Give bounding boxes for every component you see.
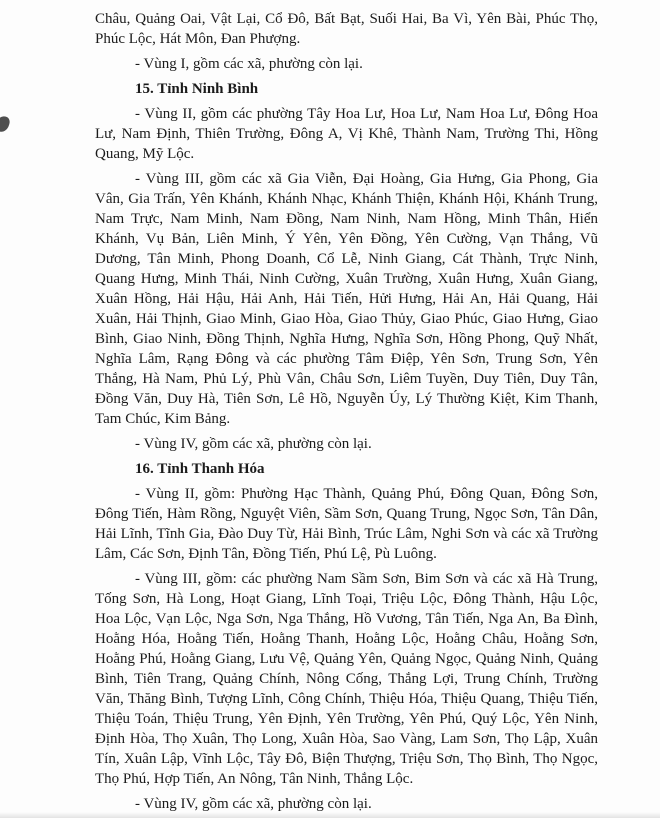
paragraph-ninh-binh-vung-3: - Vùng III, gồm các xã Gia Viễn, Đại Hoàng, Gia Hưng, Gia Phong, Gia Vân, Gia Trấn, Yên Khánh, Khánh Nhạc, Khánh Thiện, Khánh Hội, Khánh Trung, Nam Trực, Nam Minh, Nam Đồng, Nam Ninh, Nam Hồng, Minh Thân, Hiển Khánh, Vụ Bản, Liên Minh, Ý Yên, Yên Đồng, Yên Cường, Vạn Thắng, Vũ Dương, Tân Minh, Phong Doanh, Cổ Lễ, Ninh Giang, Cát Thành, Trực Ninh, Quang Hưng, Minh Thái, Ninh Cường, Xuân Trường, Xuân Hưng, Xuân Giang, Xuân Hồng, Hải Hậu, Hải Anh, Hải Tiến, Hửi Hưng, Hải An, Hải Quang, Hải Xuân, Hải Thịnh, Giao Minh, Giao Hòa, Giao Thủy, Giao Phúc, Giao Hưng, Giao Bình, Giao Ninh, Đồng Thịnh, Nghĩa Hưng, Nghĩa Sơn, Hồng Phong, Quỹ Nhất, Nghĩa Lâm, Rạng Đông và các phường Tâm Điệp, Yên Sơn, Trung Sơn, Yên Thắng, Hà Nam, Phủ Lý, Phù Vân, Châu Sơn, Liêm Tuyền, Duy Tiên, Duy Tân, Đồng Văn, Duy Hà, Tiên Sơn, Lê Hồ, Nguyễn Úy, Lý Thường Kiệt, Kim Thanh, Tam Chúc, Kim Bảng. [95, 171, 598, 427]
paragraph-thanh-hoa-vung-2: - Vùng II, gồm: Phường Hạc Thành, Quảng Phú, Đông Quan, Đông Sơn, Đông Tiến, Hàm Rồng, Nguyệt Viên, Sầm Sơn, Quang Trung, Ngọc Sơn, Tân Dân, Hải Lĩnh, Tĩnh Gia, Đào Duy Từ, Hải Bình, Trúc Lâm, Nghi Sơn và các xã Trường Lâm, Các Sơn, Định Tân, Đồng Tiến, Phú Lệ, Pù Luông. [95, 486, 598, 562]
paragraph-ninh-binh-vung-4: - Vùng IV, gồm các xã, phường còn lại. [135, 436, 372, 452]
paragraph-vung-1: - Vùng I, gồm các xã, phường còn lại. [135, 56, 363, 72]
paragraph-thanh-hoa-vung-4: - Vùng IV, gồm các xã, phường còn lại. [135, 796, 372, 812]
section-heading-16-tinh-thanh-hoa: 16. Tỉnh Thanh Hóa [135, 461, 265, 477]
paragraph-thanh-hoa-vung-3: - Vùng III, gồm: các phường Nam Sầm Sơn, Bim Sơn và các xã Hà Trung, Tống Sơn, Hà Long, Hoạt Giang, Lĩnh Toại, Triệu Lộc, Đông Thành, Hậu Lộc, Hoa Lộc, Vạn Lộc, Nga Sơn, Nga Thắng, Hồ Vương, Tân Tiến, Nga An, Ba Đình, Hoằng Hóa, Hoằng Tiến, Hoằng Thanh, Hoằng Lộc, Hoằng Châu, Hoằng Sơn, Hoằng Phú, Hoằng Giang, Lưu Vệ, Quảng Yên, Quảng Ngọc, Quảng Ninh, Quảng Bình, Tiên Trang, Quảng Chính, Nông Cống, Thắng Lợi, Trung Chính, Trường Văn, Thăng Bình, Tượng Lĩnh, Công Chính, Thiệu Hóa, Thiệu Quang, Thiệu Tiến, Thiệu Toán, Thiệu Trung, Yên Định, Yên Trường, Yên Phú, Quý Lộc, Yên Ninh, Định Hòa, Thọ Xuân, Thọ Long, Xuân Hòa, Sao Vàng, Lam Sơn, Thọ Lập, Xuân Tín, Xuân Lập, Vĩnh Lộc, Tây Đô, Biện Thượng, Triệu Sơn, Thọ Bình, Thọ Ngọc, Thọ Phú, Hợp Tiến, An Nông, Tân Ninh, Thắng Lộc. [95, 571, 598, 787]
paragraph-ninh-binh-vung-2: - Vùng II, gồm các phường Tây Hoa Lư, Hoa Lư, Nam Hoa Lư, Đông Hoa Lư, Nam Định, Thiên Trường, Đông A, Vị Khê, Thành Nam, Trường Thi, Hồng Quang, Mỹ Lộc. [95, 106, 598, 162]
section-heading-15-tinh-ninh-binh: 15. Tỉnh Ninh Bình [135, 81, 259, 97]
paragraph-continuation: Châu, Quảng Oai, Vật Lại, Cổ Đô, Bất Bạt, Suối Hai, Ba Vì, Yên Bài, Phúc Thọ, Phúc Lộc, Hát Môn, Đan Phượng. [95, 11, 598, 47]
